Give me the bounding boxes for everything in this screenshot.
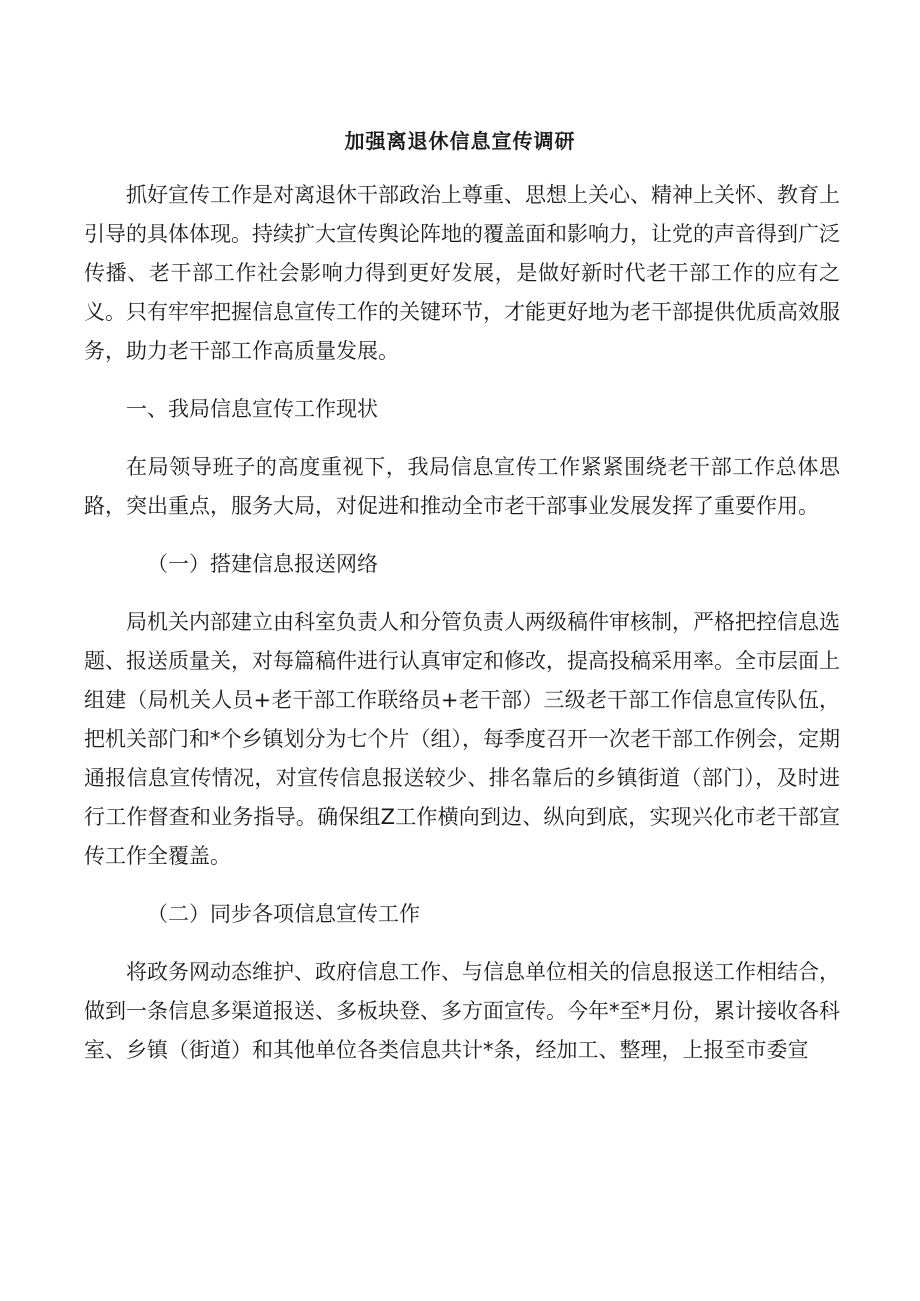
- section-1-paragraph: 在局领导班子的高度重视下，我局信息宣传工作紧紧围绕老干部工作总体思路，突出重点，服务大局，对促进和推动全市老干部事业发展发挥了重要作用。: [84, 455, 840, 518]
- section-heading-1: 一、我局信息宣传工作现状: [126, 397, 378, 421]
- intro-paragraph: 抓好宣传工作是对离退休干部政治上尊重、思想上关心、精神上关怀、教育上引导的具体体现。持续扩大宣传舆论阵地的覆盖面和影响力，让党的声音得到广泛传播、老干部工作社会影响力得到更好发展，是做好新时代老干部工作的应有之义。只有牢牢把握信息宣传工作的关键环节，才能更好地为老干部提供优质高效服务，助力老干部工作高质量发展。: [84, 183, 840, 363]
- document-title: 加强离退休信息宣传调研: [344, 129, 576, 153]
- subsection-heading-2: （二）同步各项信息宣传工作: [147, 902, 420, 926]
- document-body: [84, 176, 840, 1070]
- subsection-heading-1: （一）搭建信息报送网络: [147, 552, 378, 576]
- subsection-1-paragraph: 局机关内部建立由科室负责人和分管负责人两级稿件审核制，严格把控信息选题、报送质量关，对每篇稿件进行认真审定和修改，提高投稿采用率。全市层面上组建（局机关人员+老干部工作联络员+老干部）三级老干部工作信息宣传队伍，把机关部门和*个乡镇划分为七个片（组），每季度召开一次老干部工作例会，定期通报信息宣传情况，对宣传信息报送较少、排名靠后的乡镇街道（部门），及时进行工作督查和业务指导。确保组Z工作横向到边、纵向到底，实现兴化市老干部宣传工作全覆盖。: [84, 610, 840, 868]
- subsection-2-paragraph: 将政务网动态维护、政府信息工作、与信息单位相关的信息报送工作相结合，做到一条信息多渠道报送、多板块登、多方面宣传。今年*至*月份，累计接收各科室、乡镇（街道）和其他单位各类信息共计*条，经加工、整理，上报至市委宣: [84, 960, 840, 1062]
